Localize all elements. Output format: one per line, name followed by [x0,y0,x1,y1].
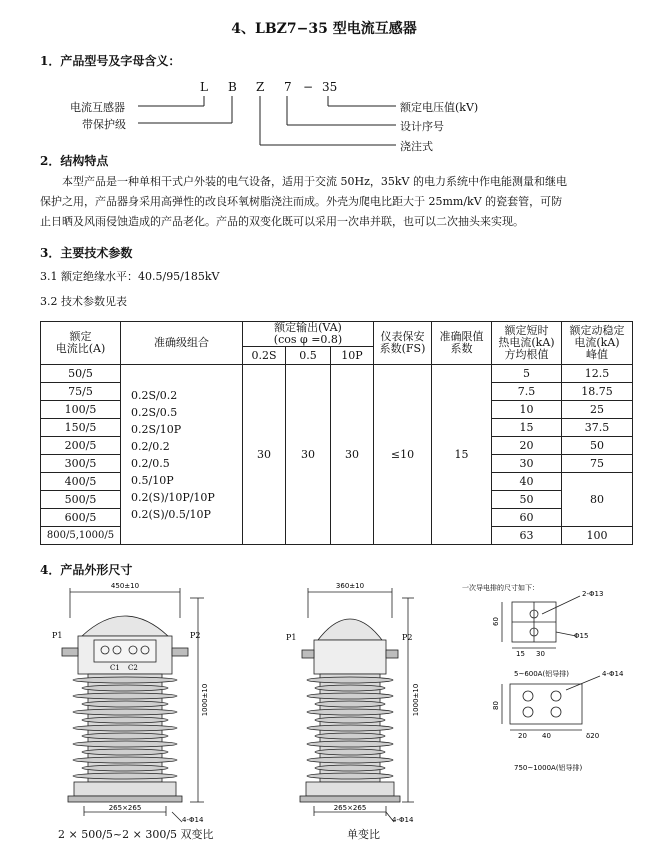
porcelain-shed [73,693,177,699]
porcelain-shed [315,685,385,691]
combo-item: 0.2S/10P [131,422,182,436]
porcelain-shed [82,765,168,771]
section-heading-dimensions: 4．产品外形尺寸 [40,563,133,577]
ratio-cell: 150/5 [41,419,121,437]
porcelain-shed [73,725,177,731]
d3-a-holes: 2-Φ13 [582,590,604,598]
thermal-cell: 60 [492,509,562,527]
insulation-level: 3.1 额定绝缘水平：40.5/95/185kV [40,270,220,283]
porcelain-shed [307,709,393,715]
thermal-cell: 15 [492,419,562,437]
label-protection-class: 带保护级 [82,118,126,131]
header-output-05: 0.5 [286,347,331,365]
header-limit: 准确限值 系数 [432,322,492,365]
porcelain-shed [307,677,393,683]
d3-b-title: 5~600A(铝导排) [514,670,569,678]
porcelain-shed [82,749,168,755]
d3-b-dim-20: 20 [518,732,527,740]
porcelain-shed [315,733,385,739]
thermal-cell: 10 [492,401,562,419]
dynamic-cell: 18.75 [562,383,633,401]
label-rated-voltage: 额定电压值(kV) [400,101,479,114]
output-02s-value: 30 [243,365,286,545]
header-thermal: 额定短时 热电流(kA) 方均根值 [492,322,562,365]
d3-a-dim-60: 60 [492,617,500,626]
d1-width-dim: 450±10 [110,582,140,590]
accuracy-combos [121,365,243,545]
d2-width-dim: 360±10 [335,582,365,590]
code-letter-z: Z [256,80,265,94]
ratio-cell: 600/5 [41,509,121,527]
porcelain-shed [73,677,177,683]
ratio-cell: 500/5 [41,491,121,509]
ratio-cell: 200/5 [41,437,121,455]
dynamic-cell: 100 [562,527,633,545]
description-line-2: 保护之用，产品器身采用高弹性的改良环氧树脂浇注而成。外壳为爬电比距大于 25mm/kV 的瓷套管，可防 [40,195,563,208]
d3-b-dim-40: 40 [542,732,551,740]
dynamic-cell: 12.5 [562,365,633,383]
section-heading-model: 1．产品型号及字母含义： [40,54,181,68]
limit-value: 15 [432,365,492,545]
header-accuracy: 准确级组合 [121,322,243,365]
d1-hole-dim: 4-Φ14 [182,816,204,824]
ratio-cell: 400/5 [41,473,121,491]
porcelain-shed [315,749,385,755]
header-dynamic: 额定动稳定 电流(kA) 峰值 [562,322,633,365]
code-letter-l: L [200,80,208,94]
code-voltage: 35 [322,80,338,94]
d2-caption: 单变比 [347,828,380,841]
label-cast-type: 浇注式 [400,140,433,153]
combo-item: 0.2S/0.5 [131,405,178,419]
d1-height-dim: 1000±10 [201,683,209,717]
thermal-cell: 63 [492,527,562,545]
d1-c1-label: C1 [110,664,120,672]
d3-a-dim-30: 30 [536,650,545,658]
d2-hole-dim: 4-Φ14 [392,816,414,824]
dynamic-cell: 80 [562,473,633,527]
d2-base-dim: 265×265 [333,804,367,812]
d1-caption: 2 × 500/5~2 × 300/5 双变比 [58,828,214,841]
ratio-cell: 800/5,1000/5 [41,527,121,545]
d3-c-title: 750~1000A(铝导排) [514,764,583,772]
porcelain-shed [307,773,393,779]
porcelain-shed [82,733,168,739]
label-current-transformer: 电流互感器 [70,101,125,114]
porcelain-shed [315,765,385,771]
porcelain-shed [315,701,385,707]
porcelain-shed [315,717,385,723]
porcelain-shed [307,741,393,747]
porcelain-shed [307,693,393,699]
section-heading-params: 3．主要技术参数 [40,246,133,260]
d3-b-holes: 4-Φ14 [602,670,624,678]
ratio-cell: 100/5 [41,401,121,419]
dynamic-cell: 75 [562,455,633,473]
combo-item: 0.2/0.2 [131,439,170,453]
d1-p1-label: P1 [52,631,63,640]
porcelain-shed [82,685,168,691]
header-output-02s: 0.2S [243,347,286,365]
page-title: 4、LBZ7−35 型电流互感器 [231,21,417,37]
porcelain-shed [73,773,177,779]
header-output: 额定输出(VA) (cos φ =0.8) [243,322,374,347]
drawing-busbar-details [462,578,638,778]
code-dash: − [303,80,314,94]
ratio-cell: 75/5 [41,383,121,401]
porcelain-shed [73,757,177,763]
thermal-cell: 20 [492,437,562,455]
d3-b-dim-80: 80 [492,701,500,710]
section-heading-structure: 2．结构特点 [40,154,109,168]
label-design-number: 设计序号 [400,120,444,133]
spec-table [40,321,633,545]
description-line-1: 本型产品是一种单相干式户外装的电气设备，适用于交流 50Hz，35kV 的电力系统中作电能测量和继电 [62,175,567,188]
combo-item: 0.2(S)/0.5/10P [131,507,211,521]
porcelain-shed [82,717,168,723]
d2-p2-label: P2 [402,633,413,642]
output-05-value: 30 [286,365,331,545]
porcelain-shed [307,725,393,731]
thermal-cell: 5 [492,365,562,383]
porcelain-shed [73,709,177,715]
header-output-10p: 10P [331,347,374,365]
model-code-leaders [0,0,648,160]
d1-p2-label: P2 [190,631,201,640]
thermal-cell: 40 [492,473,562,491]
code-digit-7: 7 [284,80,292,94]
combo-item: 0.2S/0.2 [131,388,178,402]
d3-b-dim-delta20: δ20 [586,732,600,740]
dynamic-cell: 37.5 [562,419,633,437]
drawing-single-ratio [280,578,430,840]
combo-item: 0.2(S)/10P/10P [131,490,215,504]
drawing-double-ratio [40,578,240,840]
porcelain-shed [82,701,168,707]
d3-note: 一次导电排的尺寸如下： [462,584,539,592]
combo-item: 0.2/0.5 [131,456,170,470]
code-letter-b: B [228,80,237,94]
table-caption: 3.2 技术参数见表 [40,295,127,308]
d1-c2-label: C2 [128,664,138,672]
description-line-3: 止日晒及风雨侵蚀造成的产品老化。产品的双变化既可以采用一次串并联，也可以二次抽头来实现。 [40,215,524,228]
combo-item: 0.5/10P [131,473,174,487]
thermal-cell: 30 [492,455,562,473]
d2-p1-label: P1 [286,633,297,642]
output-10p-value: 30 [331,365,374,545]
d3-a-dim-phi15: Φ15 [574,632,589,640]
thermal-cell: 50 [492,491,562,509]
porcelain-shed [307,757,393,763]
thermal-cell: 7.5 [492,383,562,401]
d1-base-dim: 265×265 [108,804,142,812]
ratio-cell: 50/5 [41,365,121,383]
porcelain-shed [73,741,177,747]
fs-value: ≤10 [374,365,432,545]
header-ratio: 额定 电流比(A) [41,322,121,365]
dynamic-cell: 25 [562,401,633,419]
d2-height-dim: 1000±10 [412,683,420,717]
d3-a-dim-15: 15 [516,650,525,658]
ratio-cell: 300/5 [41,455,121,473]
header-fs: 仪表保安 系数(FS) [374,322,432,365]
dynamic-cell: 50 [562,437,633,455]
